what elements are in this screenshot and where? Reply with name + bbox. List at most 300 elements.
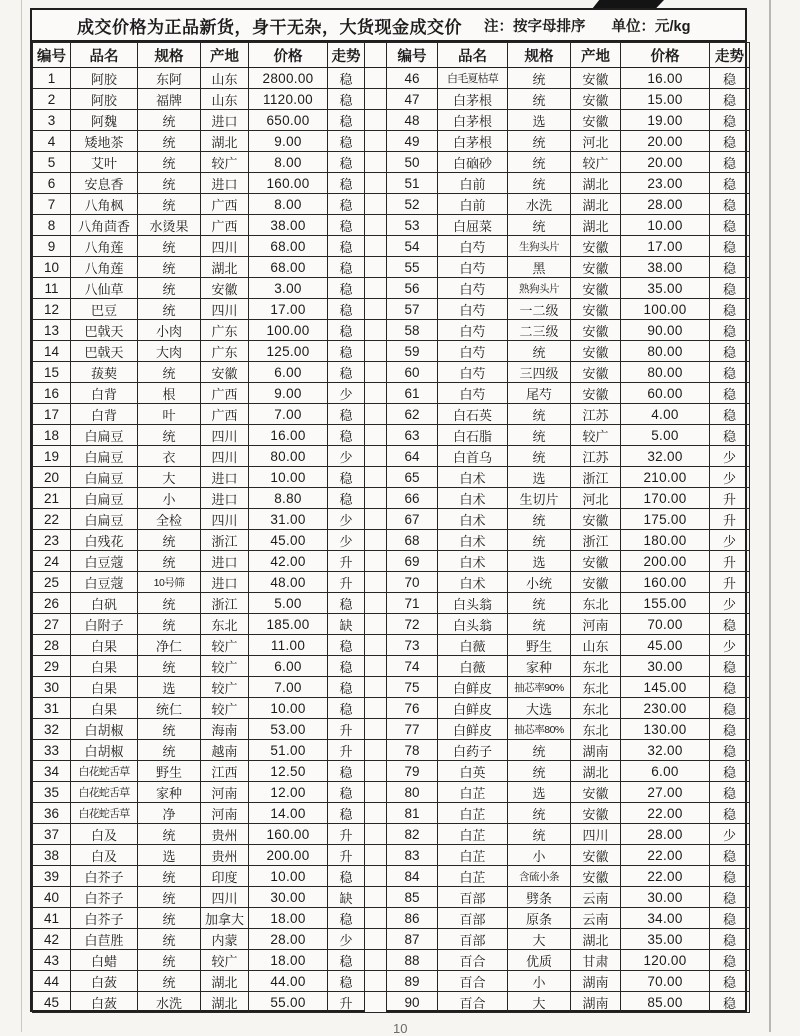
cell-number: 15 bbox=[33, 362, 71, 383]
price-table-body bbox=[33, 68, 750, 1013]
cell-name: 白术 bbox=[438, 488, 508, 509]
cell-number: 22 bbox=[33, 509, 71, 530]
table-row bbox=[33, 971, 750, 992]
spacer-cell bbox=[365, 215, 387, 236]
cell-price: 90.00 bbox=[621, 320, 710, 341]
cell-trend: 稳 bbox=[710, 404, 750, 425]
cell-name: 白芥子 bbox=[71, 887, 138, 908]
cell-trend: 稳 bbox=[328, 425, 365, 446]
cell-price: 160.00 bbox=[249, 824, 328, 845]
cell-spec: 一二级 bbox=[508, 299, 571, 320]
cell-number: 14 bbox=[33, 341, 71, 362]
spacer-cell bbox=[365, 68, 387, 89]
cell-origin: 安徽 bbox=[571, 299, 621, 320]
cell-price: 230.00 bbox=[621, 698, 710, 719]
cell-name: 白芷 bbox=[438, 866, 508, 887]
cell-name: 白果 bbox=[71, 698, 138, 719]
cell-price: 16.00 bbox=[621, 68, 710, 89]
table-row bbox=[33, 908, 750, 929]
cell-origin: 安徽 bbox=[571, 362, 621, 383]
cell-name: 白胡椒 bbox=[71, 719, 138, 740]
cell-trend: 稳 bbox=[710, 677, 750, 698]
cell-price: 11.00 bbox=[249, 635, 328, 656]
spacer-cell bbox=[365, 992, 387, 1013]
cell-number: 17 bbox=[33, 404, 71, 425]
cell-price: 70.00 bbox=[621, 971, 710, 992]
cell-trend: 升 bbox=[328, 572, 365, 593]
cell-trend: 稳 bbox=[710, 236, 750, 257]
cell-origin: 安徽 bbox=[571, 803, 621, 824]
cell-spec: 统 bbox=[508, 740, 571, 761]
cell-price: 7.00 bbox=[249, 404, 328, 425]
cell-number: 69 bbox=[387, 551, 438, 572]
cell-origin: 安徽 bbox=[571, 341, 621, 362]
cell-number: 6 bbox=[33, 173, 71, 194]
cell-spec: 熟狗头片 bbox=[508, 278, 571, 299]
cell-name: 白扁豆 bbox=[71, 509, 138, 530]
cell-origin: 广西 bbox=[201, 215, 249, 236]
table-row bbox=[33, 467, 750, 488]
cell-number: 20 bbox=[33, 467, 71, 488]
spacer-cell bbox=[365, 362, 387, 383]
cell-spec: 统 bbox=[508, 824, 571, 845]
cell-origin: 湖北 bbox=[201, 131, 249, 152]
cell-trend: 少 bbox=[328, 929, 365, 950]
cell-origin: 云南 bbox=[571, 908, 621, 929]
cell-price: 31.00 bbox=[249, 509, 328, 530]
cell-price: 28.00 bbox=[249, 929, 328, 950]
cell-origin: 较广 bbox=[201, 635, 249, 656]
cell-number: 71 bbox=[387, 593, 438, 614]
cell-number: 52 bbox=[387, 194, 438, 215]
cell-origin: 浙江 bbox=[201, 530, 249, 551]
cell-origin: 较广 bbox=[201, 950, 249, 971]
cell-trend: 稳 bbox=[710, 803, 750, 824]
cell-name: 白硇砂 bbox=[438, 152, 508, 173]
cell-name: 白鲜皮 bbox=[438, 677, 508, 698]
col-header-spec-left: 规格 bbox=[138, 43, 201, 68]
cell-price: 30.00 bbox=[621, 887, 710, 908]
cell-spec: 水洗 bbox=[508, 194, 571, 215]
cell-origin: 四川 bbox=[201, 236, 249, 257]
cell-trend: 升 bbox=[328, 992, 365, 1013]
cell-name: 白石英 bbox=[438, 404, 508, 425]
header-row bbox=[33, 43, 750, 68]
spacer-cell bbox=[365, 698, 387, 719]
cell-number: 60 bbox=[387, 362, 438, 383]
cell-spec: 统 bbox=[138, 299, 201, 320]
cell-trend: 稳 bbox=[328, 173, 365, 194]
cell-origin: 广东 bbox=[201, 341, 249, 362]
cell-name: 白豆蔻 bbox=[71, 551, 138, 572]
cell-origin: 较广 bbox=[571, 425, 621, 446]
cell-trend: 升 bbox=[328, 551, 365, 572]
cell-name: 白芍 bbox=[438, 299, 508, 320]
cell-name: 白果 bbox=[71, 635, 138, 656]
cell-trend: 稳 bbox=[710, 278, 750, 299]
cell-spec: 统 bbox=[508, 173, 571, 194]
cell-spec: 优质 bbox=[508, 950, 571, 971]
spacer-cell bbox=[365, 131, 387, 152]
table-row bbox=[33, 614, 750, 635]
cell-origin: 河北 bbox=[571, 131, 621, 152]
cell-trend: 稳 bbox=[710, 425, 750, 446]
spacer-cell bbox=[365, 278, 387, 299]
cell-spec: 统 bbox=[508, 761, 571, 782]
cell-price: 35.00 bbox=[621, 929, 710, 950]
cell-price: 55.00 bbox=[249, 992, 328, 1013]
cell-origin: 进口 bbox=[201, 467, 249, 488]
cell-price: 100.00 bbox=[621, 299, 710, 320]
cell-trend: 稳 bbox=[328, 341, 365, 362]
cell-number: 67 bbox=[387, 509, 438, 530]
cell-number: 80 bbox=[387, 782, 438, 803]
cell-trend: 稳 bbox=[710, 614, 750, 635]
cell-trend: 稳 bbox=[328, 131, 365, 152]
cell-spec: 统 bbox=[138, 236, 201, 257]
cell-number: 24 bbox=[33, 551, 71, 572]
cell-spec: 抽芯率80% bbox=[508, 719, 571, 740]
cell-number: 83 bbox=[387, 845, 438, 866]
table-row bbox=[33, 677, 750, 698]
cell-number: 57 bbox=[387, 299, 438, 320]
table-row bbox=[33, 656, 750, 677]
table-row bbox=[33, 404, 750, 425]
cell-origin: 安徽 bbox=[571, 236, 621, 257]
cell-name: 白果 bbox=[71, 677, 138, 698]
cell-trend: 升 bbox=[328, 740, 365, 761]
cell-origin: 河北 bbox=[571, 488, 621, 509]
cell-number: 36 bbox=[33, 803, 71, 824]
cell-trend: 稳 bbox=[328, 761, 365, 782]
cell-name: 巴戟天 bbox=[71, 320, 138, 341]
table-row bbox=[33, 572, 750, 593]
cell-trend: 缺 bbox=[328, 614, 365, 635]
cell-number: 73 bbox=[387, 635, 438, 656]
cell-name: 百部 bbox=[438, 887, 508, 908]
cell-origin: 进口 bbox=[201, 488, 249, 509]
table-row bbox=[33, 866, 750, 887]
cell-trend: 少 bbox=[710, 446, 750, 467]
col-header-price-right: 价格 bbox=[621, 43, 710, 68]
cell-origin: 东北 bbox=[571, 593, 621, 614]
cell-name: 白芷 bbox=[438, 824, 508, 845]
cell-name: 阿魏 bbox=[71, 110, 138, 131]
col-header-spec-right: 规格 bbox=[508, 43, 571, 68]
cell-name: 白屈菜 bbox=[438, 215, 508, 236]
cell-trend: 稳 bbox=[710, 719, 750, 740]
cell-number: 9 bbox=[33, 236, 71, 257]
cell-price: 45.00 bbox=[621, 635, 710, 656]
cell-price: 175.00 bbox=[621, 509, 710, 530]
cell-origin: 四川 bbox=[201, 299, 249, 320]
cell-origin: 四川 bbox=[201, 425, 249, 446]
col-header-trend-right: 走势 bbox=[710, 43, 750, 68]
cell-price: 145.00 bbox=[621, 677, 710, 698]
cell-price: 18.00 bbox=[249, 950, 328, 971]
cell-number: 46 bbox=[387, 68, 438, 89]
spacer-cell bbox=[365, 782, 387, 803]
col-header-number-right: 编号 bbox=[387, 43, 438, 68]
cell-spec: 小 bbox=[508, 971, 571, 992]
cell-price: 200.00 bbox=[621, 551, 710, 572]
cell-name: 白及 bbox=[71, 845, 138, 866]
cell-name: 白英 bbox=[438, 761, 508, 782]
table-row bbox=[33, 698, 750, 719]
cell-trend: 少 bbox=[710, 593, 750, 614]
cell-number: 50 bbox=[387, 152, 438, 173]
cell-origin: 湖北 bbox=[571, 929, 621, 950]
cell-origin: 安徽 bbox=[571, 320, 621, 341]
cell-number: 43 bbox=[33, 950, 71, 971]
cell-spec: 统 bbox=[138, 257, 201, 278]
cell-origin: 山东 bbox=[201, 68, 249, 89]
cell-trend: 稳 bbox=[328, 320, 365, 341]
cell-number: 25 bbox=[33, 572, 71, 593]
cell-origin: 安徽 bbox=[571, 866, 621, 887]
cell-name: 白茅根 bbox=[438, 110, 508, 131]
cell-number: 21 bbox=[33, 488, 71, 509]
cell-trend: 稳 bbox=[710, 887, 750, 908]
cell-price: 120.00 bbox=[621, 950, 710, 971]
cell-origin: 广东 bbox=[201, 320, 249, 341]
cell-spec: 叶 bbox=[138, 404, 201, 425]
cell-price: 70.00 bbox=[621, 614, 710, 635]
cell-spec: 大 bbox=[508, 992, 571, 1013]
table-row bbox=[33, 446, 750, 467]
cell-spec: 选 bbox=[508, 551, 571, 572]
cell-spec: 统 bbox=[508, 215, 571, 236]
cell-price: 12.50 bbox=[249, 761, 328, 782]
cell-price: 32.00 bbox=[621, 446, 710, 467]
spacer-cell bbox=[365, 866, 387, 887]
cell-spec: 统 bbox=[138, 152, 201, 173]
cell-name: 八仙草 bbox=[71, 278, 138, 299]
spacer-cell bbox=[365, 446, 387, 467]
spacer-cell bbox=[365, 173, 387, 194]
cell-spec: 统 bbox=[138, 551, 201, 572]
cell-number: 32 bbox=[33, 719, 71, 740]
cell-trend: 稳 bbox=[710, 845, 750, 866]
cell-trend: 稳 bbox=[710, 341, 750, 362]
cell-name: 百合 bbox=[438, 971, 508, 992]
cell-spec: 统 bbox=[138, 740, 201, 761]
cell-trend: 稳 bbox=[328, 467, 365, 488]
cell-spec: 统 bbox=[508, 425, 571, 446]
cell-name: 百合 bbox=[438, 992, 508, 1013]
cell-origin: 安徽 bbox=[571, 782, 621, 803]
cell-number: 44 bbox=[33, 971, 71, 992]
cell-number: 76 bbox=[387, 698, 438, 719]
table-row bbox=[33, 257, 750, 278]
price-table bbox=[32, 42, 750, 1013]
cell-name: 菝葜 bbox=[71, 362, 138, 383]
cell-number: 40 bbox=[33, 887, 71, 908]
cell-number: 31 bbox=[33, 698, 71, 719]
cell-number: 27 bbox=[33, 614, 71, 635]
cell-name: 白扁豆 bbox=[71, 425, 138, 446]
cell-spec: 三四级 bbox=[508, 362, 571, 383]
cell-price: 51.00 bbox=[249, 740, 328, 761]
table-row bbox=[33, 593, 750, 614]
spacer-cell bbox=[365, 299, 387, 320]
cell-spec: 选 bbox=[508, 467, 571, 488]
cell-price: 210.00 bbox=[621, 467, 710, 488]
cell-number: 58 bbox=[387, 320, 438, 341]
spacer-cell bbox=[365, 509, 387, 530]
cell-name: 白苣胜 bbox=[71, 929, 138, 950]
table-row bbox=[33, 110, 750, 131]
table-row bbox=[33, 362, 750, 383]
cell-spec: 统 bbox=[508, 803, 571, 824]
table-row bbox=[33, 635, 750, 656]
cell-origin: 广西 bbox=[201, 194, 249, 215]
cell-number: 81 bbox=[387, 803, 438, 824]
cell-number: 37 bbox=[33, 824, 71, 845]
cell-number: 8 bbox=[33, 215, 71, 236]
cell-number: 7 bbox=[33, 194, 71, 215]
cell-price: 6.00 bbox=[621, 761, 710, 782]
cell-name: 白背 bbox=[71, 404, 138, 425]
cell-price: 100.00 bbox=[249, 320, 328, 341]
cell-trend: 稳 bbox=[328, 215, 365, 236]
cell-number: 29 bbox=[33, 656, 71, 677]
table-row bbox=[33, 740, 750, 761]
cell-price: 9.00 bbox=[249, 131, 328, 152]
spacer-cell bbox=[365, 152, 387, 173]
cell-origin: 湖北 bbox=[201, 971, 249, 992]
cell-origin: 安徽 bbox=[571, 89, 621, 110]
cell-origin: 进口 bbox=[201, 110, 249, 131]
cell-trend: 缺 bbox=[328, 887, 365, 908]
cell-number: 49 bbox=[387, 131, 438, 152]
cell-price: 80.00 bbox=[621, 341, 710, 362]
cell-spec: 家种 bbox=[508, 656, 571, 677]
cell-name: 白花蛇舌草 bbox=[71, 761, 138, 782]
cell-name: 白附子 bbox=[71, 614, 138, 635]
cell-origin: 较广 bbox=[571, 152, 621, 173]
cell-origin: 湖北 bbox=[571, 215, 621, 236]
cell-price: 5.00 bbox=[621, 425, 710, 446]
cell-origin: 四川 bbox=[201, 446, 249, 467]
cell-origin: 安徽 bbox=[571, 383, 621, 404]
cell-price: 30.00 bbox=[621, 656, 710, 677]
cell-price: 180.00 bbox=[621, 530, 710, 551]
cell-origin: 越南 bbox=[201, 740, 249, 761]
sheet-title-row bbox=[32, 10, 745, 42]
cell-number: 65 bbox=[387, 467, 438, 488]
cell-price: 155.00 bbox=[621, 593, 710, 614]
spacer-cell bbox=[365, 803, 387, 824]
cell-price: 4.00 bbox=[621, 404, 710, 425]
cell-origin: 浙江 bbox=[571, 467, 621, 488]
cell-trend: 稳 bbox=[710, 698, 750, 719]
table-row bbox=[33, 320, 750, 341]
cell-spec: 统 bbox=[138, 530, 201, 551]
cell-origin: 江苏 bbox=[571, 404, 621, 425]
cell-price: 68.00 bbox=[249, 257, 328, 278]
cell-spec: 统 bbox=[508, 341, 571, 362]
cell-trend: 少 bbox=[710, 824, 750, 845]
cell-price: 130.00 bbox=[621, 719, 710, 740]
cell-price: 22.00 bbox=[621, 845, 710, 866]
cell-origin: 进口 bbox=[201, 572, 249, 593]
cell-spec: 水洗 bbox=[138, 992, 201, 1013]
cell-number: 23 bbox=[33, 530, 71, 551]
spacer-cell bbox=[365, 593, 387, 614]
cell-trend: 稳 bbox=[710, 782, 750, 803]
cell-price: 85.00 bbox=[621, 992, 710, 1013]
cell-number: 72 bbox=[387, 614, 438, 635]
cell-price: 200.00 bbox=[249, 845, 328, 866]
spacer-cell bbox=[365, 908, 387, 929]
cell-origin: 进口 bbox=[201, 173, 249, 194]
cell-spec: 抽芯率90% bbox=[508, 677, 571, 698]
cell-spec: 统 bbox=[508, 509, 571, 530]
cell-spec: 含硫小条 bbox=[508, 866, 571, 887]
cell-trend: 稳 bbox=[710, 866, 750, 887]
cell-spec: 生切片 bbox=[508, 488, 571, 509]
cell-number: 16 bbox=[33, 383, 71, 404]
cell-spec: 大肉 bbox=[138, 341, 201, 362]
cell-trend: 少 bbox=[710, 530, 750, 551]
cell-spec: 统 bbox=[508, 593, 571, 614]
cell-trend: 稳 bbox=[710, 194, 750, 215]
cell-price: 27.00 bbox=[621, 782, 710, 803]
cell-name: 白头翁 bbox=[438, 593, 508, 614]
cell-trend: 升 bbox=[328, 719, 365, 740]
cell-trend: 稳 bbox=[710, 257, 750, 278]
cell-name: 艾叶 bbox=[71, 152, 138, 173]
cell-number: 30 bbox=[33, 677, 71, 698]
cell-price: 38.00 bbox=[249, 215, 328, 236]
table-row bbox=[33, 719, 750, 740]
cell-origin: 贵州 bbox=[201, 824, 249, 845]
cell-number: 82 bbox=[387, 824, 438, 845]
cell-spec: 统 bbox=[508, 89, 571, 110]
cell-spec: 净 bbox=[138, 803, 201, 824]
cell-trend: 稳 bbox=[710, 299, 750, 320]
cell-number: 28 bbox=[33, 635, 71, 656]
cell-price: 12.00 bbox=[249, 782, 328, 803]
cell-price: 28.00 bbox=[621, 194, 710, 215]
cell-name: 白扁豆 bbox=[71, 446, 138, 467]
cell-name: 白前 bbox=[438, 173, 508, 194]
col-header-origin-left: 产地 bbox=[201, 43, 249, 68]
cell-name: 白石脂 bbox=[438, 425, 508, 446]
cell-spec: 统 bbox=[138, 614, 201, 635]
cell-name: 百部 bbox=[438, 908, 508, 929]
cell-name: 白鲜皮 bbox=[438, 719, 508, 740]
cell-number: 61 bbox=[387, 383, 438, 404]
spacer-cell bbox=[365, 971, 387, 992]
cell-trend: 少 bbox=[328, 383, 365, 404]
cell-name: 白芷 bbox=[438, 803, 508, 824]
spacer-cell bbox=[365, 572, 387, 593]
cell-number: 62 bbox=[387, 404, 438, 425]
table-row bbox=[33, 173, 750, 194]
cell-name: 白术 bbox=[438, 551, 508, 572]
cell-trend: 升 bbox=[710, 509, 750, 530]
cell-number: 79 bbox=[387, 761, 438, 782]
table-row bbox=[33, 803, 750, 824]
cell-spec: 统 bbox=[138, 866, 201, 887]
cell-trend: 稳 bbox=[710, 761, 750, 782]
cell-trend: 稳 bbox=[328, 971, 365, 992]
spacer-cell bbox=[365, 845, 387, 866]
cell-name: 白豆蔻 bbox=[71, 572, 138, 593]
cell-price: 8.00 bbox=[249, 152, 328, 173]
